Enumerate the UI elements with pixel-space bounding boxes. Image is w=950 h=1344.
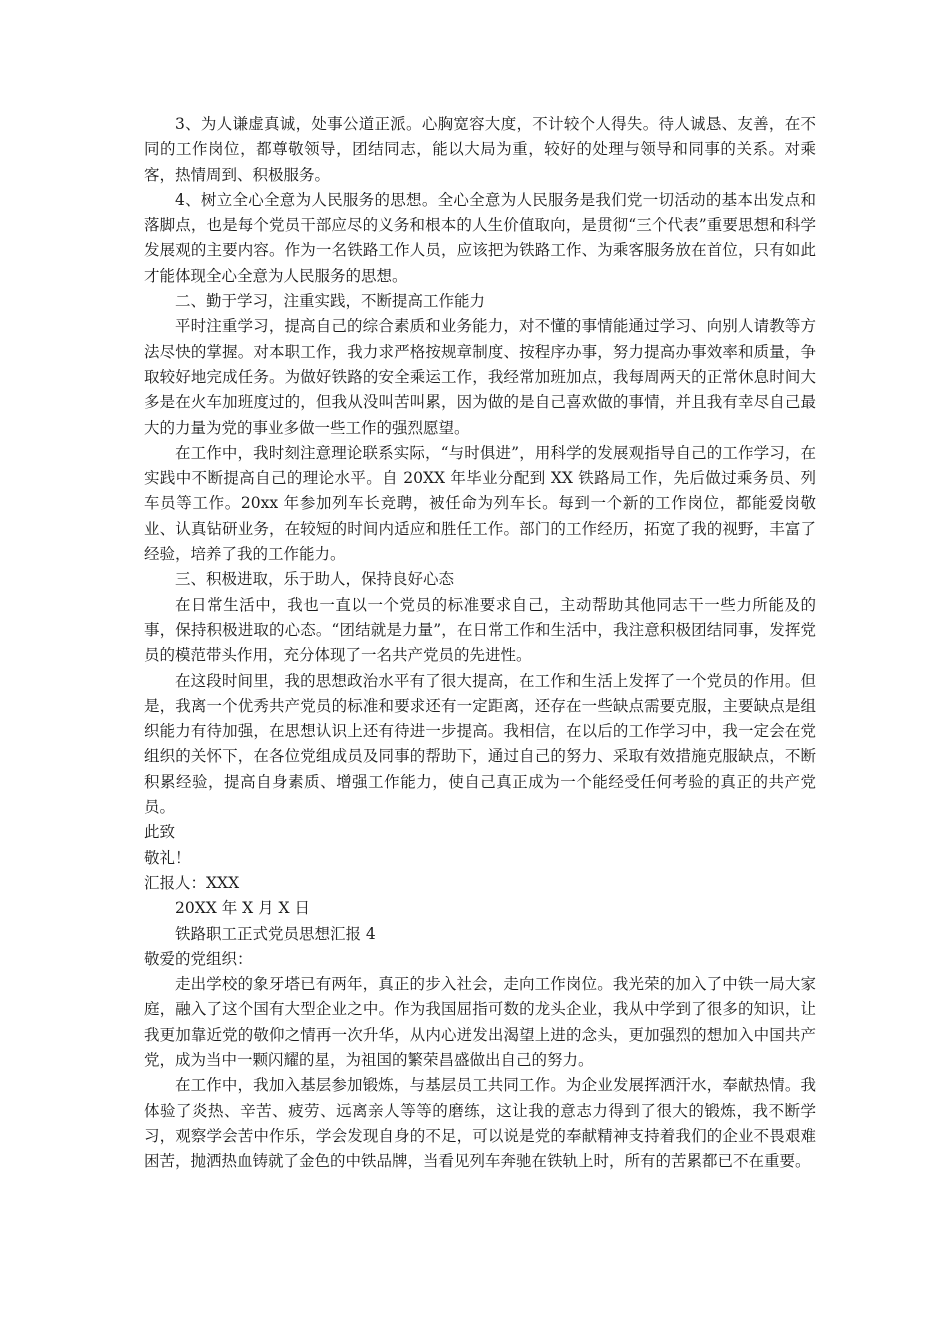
- section-heading-3: 三、积极进取，乐于助人，保持良好心态: [175, 570, 455, 589]
- paragraph-point-4: 4、树立全心全意为人民服务的思想。全心全意为人民服务是我们党一切活动的基本出发点和落脚点，也是每个党员干部应尽的义务和根本的人生价值取向，是贯彻“三个代表”重要思想和科学发展观的主要内容。作为一名铁路工作人员，应该把为铁路工作、为乘客服务放在首位，只有如此才能体现全心全意为人民服务的思想。: [144, 190, 816, 285]
- paragraph-joining: 走出学校的象牙塔已有两年，真正的步入社会，走向工作岗位。我光荣的加入了中铁一局大家庭，融入了这个国有大型企业之中。作为我国屈指可数的龙头企业，我从中学到了很多的知识，让我更加靠近党的敬仰之情再一次升华，从内心迸发出渴望上进的念头，更加强烈的想加入中国共产党，成为当中一颗闪耀的星，为祖国的繁荣昌盛做出自己的努力。: [144, 975, 816, 1069]
- date-line: 20XX 年 X 月 X 日: [175, 899, 310, 918]
- paragraph-summary: 在这段时间里，我的思想政治水平有了很大提高，在工作和生活上发挥了一个党员的作用。但是，我离一个优秀共产党员的标准和要求还有一定距离，还存在一些缺点需要克服，主要缺点是组织能力有待加强，在思想认识上还有待进一步提高。我相信，在以后的工作学习中，我一定会在党组织的关怀下，在各位党组成员及同事的帮助下，通过自己的努力、采取有效措施克服缺点，不断积累经验，提高自身素质、增强工作能力，使自己真正成为一个能经受任何考验的真正的共产党员。: [144, 671, 816, 817]
- greeting-line: 敬爱的党组织：: [144, 949, 253, 968]
- paragraph-practice: 在工作中，我时刻注意理论联系实际，“与时俱进”，用科学的发展观指导自己的工作学习，在实践中不断提高自己的理论水平。自 20XX 年毕业分配到 XX 铁路局工作，先后做过乘务员、列车员等工作。20xx 年参加列车长竞聘，被任命为列车长。每到一个新的工作岗位，都能爱岗敬业、认真钻研业务，在较短的时间内适应和胜任工作。部门的工作经历，拓宽了我的视野，丰富了经验，培养了我的工作能力。: [144, 443, 816, 564]
- paragraph-study: 平时注重学习，提高自己的综合素质和业务能力，对不懂的事情能通过学习、向别人请教等方法尽快的掌握。对本职工作，我力求严格按规章制度、按程序办事，努力提高办事效率和质量，争取较好地完成任务。为做好铁路的安全乘运工作，我经常加班加点，我每周两天的正常休息时间大多是在火车加班度过的，但我从没叫苦叫累，因为做的是自己喜欢做的事情，并且我有幸尽自己最大的力量为党的事业多做一些工作的强烈愿望。: [144, 317, 816, 437]
- section-heading-2: 二、勤于学习，注重实践，不断提高工作能力: [175, 292, 486, 311]
- closing-respect: 敬礼！: [144, 848, 191, 867]
- closing-salutation: 此致: [144, 823, 176, 842]
- paragraph-point-3: 3、为人谦虚真诚，处事公道正派。心胸宽容大度，不计较个人得失。待人诚恳、友善，在不同的工作岗位，都尊敬领导，团结同志，能以大局为重，较好的处理与领导和同事的关系。对乘客，热情周到、积极服务。: [144, 115, 816, 184]
- report-title-4: 铁路职工正式党员思想汇报 4: [175, 924, 376, 943]
- paragraph-daily-life: 在日常生活中，我也一直以一个党员的标准要求自己，主动帮助其他同志干一些力所能及的事，保持积极进取的心态。“团结就是力量”，在日常工作和生活中，我注意积极团结同事，发挥党员的模范带头作用，充分体现了一名共产党员的先进性。: [144, 595, 816, 665]
- paragraph-grassroots: 在工作中，我加入基层参加锻炼，与基层员工共同工作。为企业发展挥洒汗水，奉献热情。我体验了炎热、辛苦、疲劳、远离亲人等等的磨练，这让我的意志力得到了很大的锻炼，我不断学习，观察学会苦中作乐，学会发现自身的不足，可以说是党的奉献精神支持着我们的企业不畏艰难困苦，抛洒热血铸就了金色的中铁品牌，当看见列车奔驰在铁轨上时，所有的苦累都已不在重要。: [144, 1076, 816, 1171]
- reporter-line: 汇报人：XXX: [144, 873, 240, 892]
- document-body: [144, 112, 816, 1174]
